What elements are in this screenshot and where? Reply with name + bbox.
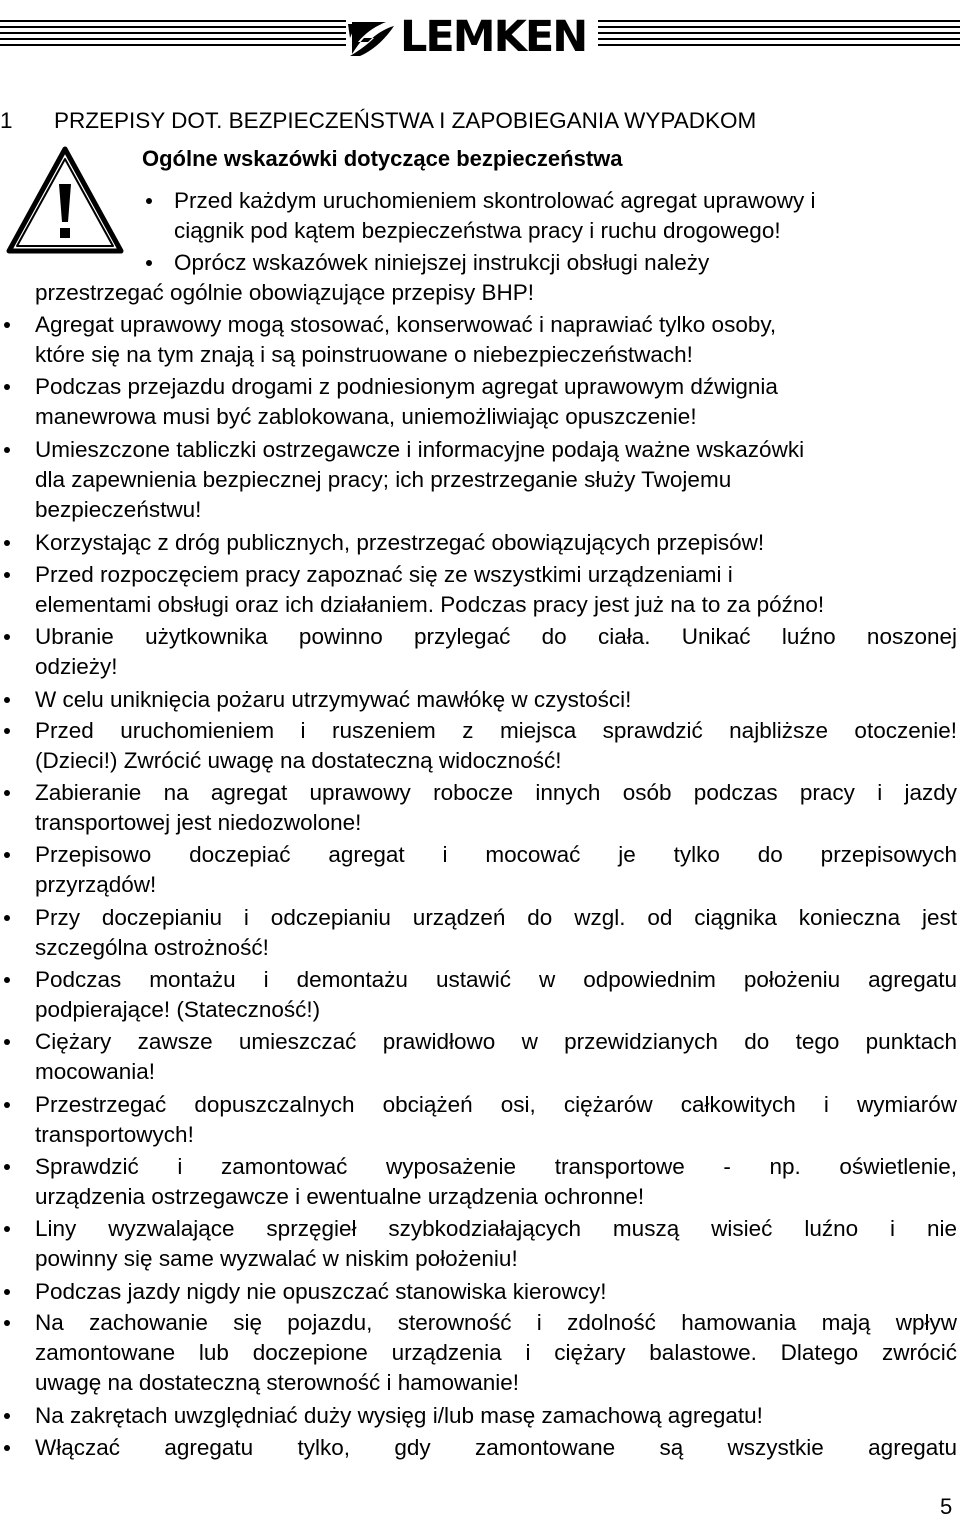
bullet-icon	[4, 697, 10, 703]
page-header	[0, 0, 960, 75]
bullet-icon	[4, 915, 10, 921]
bullet-icon	[4, 1226, 10, 1232]
list-item: Przed rozpoczęciem pracy zapoznać się ze wszystkimi urządzeniami i elementami obsługi oraz ich działaniem. Podczas pracy jest już na to za późno!	[35, 562, 825, 617]
brand-name: LEMKEN	[400, 12, 587, 62]
list-item: Ciężary zawsze umieszczać prawidłowo w przewidzianych do tego punktach mocowania!	[35, 1029, 957, 1084]
bullet-icon	[4, 977, 10, 983]
bullet-icon	[4, 447, 10, 453]
bullet-icon	[4, 572, 10, 578]
bullet-icon	[4, 322, 10, 328]
subtitle: Ogólne wskazówki dotyczące bezpieczeństwa	[142, 146, 623, 171]
list-item: Podczas jazdy nigdy nie opuszczać stanowiska kierowcy!	[35, 1279, 607, 1304]
list-item: Przed każdym uruchomieniem skontrolować agregat uprawowy i ciągnik pod kątem bezpieczeństwa pracy i ruchu drogowego!	[174, 188, 816, 243]
list-item: Na zachowanie się pojazdu, sterowność i zdolność hamowania mają wpływ zamontowane lub doczepione urządzenia i ciężary balastowe. Dlatego zwrócić uwagę na dostateczną sterowność i hamowanie!	[35, 1310, 957, 1395]
bullet-icon	[4, 1289, 10, 1295]
section-title	[0, 104, 756, 138]
list-item: Przy doczepianiu i odczepianiu urządzeń do wzgl. od ciągnika konieczna jest szczególna ostrożność!	[35, 905, 957, 960]
list-item: Przestrzegać dopuszczalnych obciążeń osi, ciężarów całkowitych i wymiarów transportowych!	[35, 1092, 957, 1147]
bullet-icon	[4, 1102, 10, 1108]
list-item: Oprócz wskazówek niniejszej instrukcji obsługi należy	[174, 250, 710, 275]
list-item: Podczas montażu i demontażu ustawić w odpowiednim położeniu agregatu podpierające! (Stateczność!)	[35, 967, 957, 1022]
bullet-icon	[4, 384, 10, 390]
bullet-icon	[4, 1445, 10, 1451]
list-item: W celu uniknięcia pożaru utrzymywać mawłókę w czystości!	[35, 687, 632, 712]
bullet-icon	[4, 728, 10, 734]
list-item: Przed uruchomieniem i ruszeniem z miejsca sprawdzić najbliższe otoczenie! (Dzieci!) Zwrócić uwagę na dostateczną widoczność!	[35, 718, 957, 773]
bullet-icon	[4, 1413, 10, 1419]
list-item: Korzystając z dróg publicznych, przestrzegać obowiązujących przepisów!	[35, 530, 765, 555]
bullet-icon	[4, 1039, 10, 1045]
list-item: Zabieranie na agregat uprawowy robocze innych osób podczas pracy i jazdy transportowej jest niedozwolone!	[35, 780, 957, 835]
warning-triangle-icon	[4, 144, 126, 256]
bullet-icon	[4, 852, 10, 858]
bullet-icon	[4, 634, 10, 640]
bullet-icon	[146, 198, 152, 204]
lemken-logo	[346, 14, 596, 64]
bullet-icon	[4, 540, 10, 546]
bullet-icon	[146, 260, 152, 266]
list-item-continuation: przestrzegać ogólnie obowiązujące przepisy BHP!	[35, 280, 535, 305]
list-item: Umieszczone tabliczki ostrzegawcze i informacyjne podają ważne wskazówki dla zapewnienia bezpiecznej pracy; ich przestrzeganie służy Twojemu bezpieczeństwu!	[35, 437, 805, 522]
list-item: Podczas przejazdu drogami z podniesionym agregat uprawowym dźwignia manewrowa musi być zablokowana, uniemożliwiając opuszczenie!	[35, 374, 778, 429]
list-item: Przepisowo doczepiać agregat i mocować je tylko do przepisowych przyrządów!	[35, 842, 957, 897]
list-item: Na zakrętach uwzględniać duży wysięg i/lub masę zamachową agregatu!	[35, 1403, 763, 1428]
section-title-text: PRZEPISY DOT. BEZPIECZEŃSTWA I ZAPOBIEGANIA WYPADKOM	[54, 108, 757, 133]
section-number: 1	[0, 108, 13, 133]
list-item: Włączać agregatu tylko, gdy zamontowane są wszystkie agregatu	[35, 1435, 957, 1460]
lemken-emblem-icon	[346, 14, 398, 64]
page-number: 5	[940, 1494, 953, 1519]
bullet-icon	[4, 1320, 10, 1326]
list-item: Sprawdzić i zamontować wyposażenie transportowe - np. oświetlenie, urządzenia ostrzegawcze i ewentualne urządzenia ochronne!	[35, 1154, 957, 1209]
list-item: Agregat uprawowy mogą stosować, konserwować i naprawiać tylko osoby, które się na tym znają i są poinstruowane o niebezpieczeństwach!	[35, 312, 777, 367]
list-item: Liny wyzwalające sprzęgieł szybkodziałających muszą wisieć luźno i nie powinny się same wyzwalać w niskim położeniu!	[35, 1216, 957, 1271]
list-item: Ubranie użytkownika powinno przylegać do ciała. Unikać luźno noszonej odzieży!	[35, 624, 957, 679]
bullet-icon	[4, 1164, 10, 1170]
bullet-icon	[4, 790, 10, 796]
